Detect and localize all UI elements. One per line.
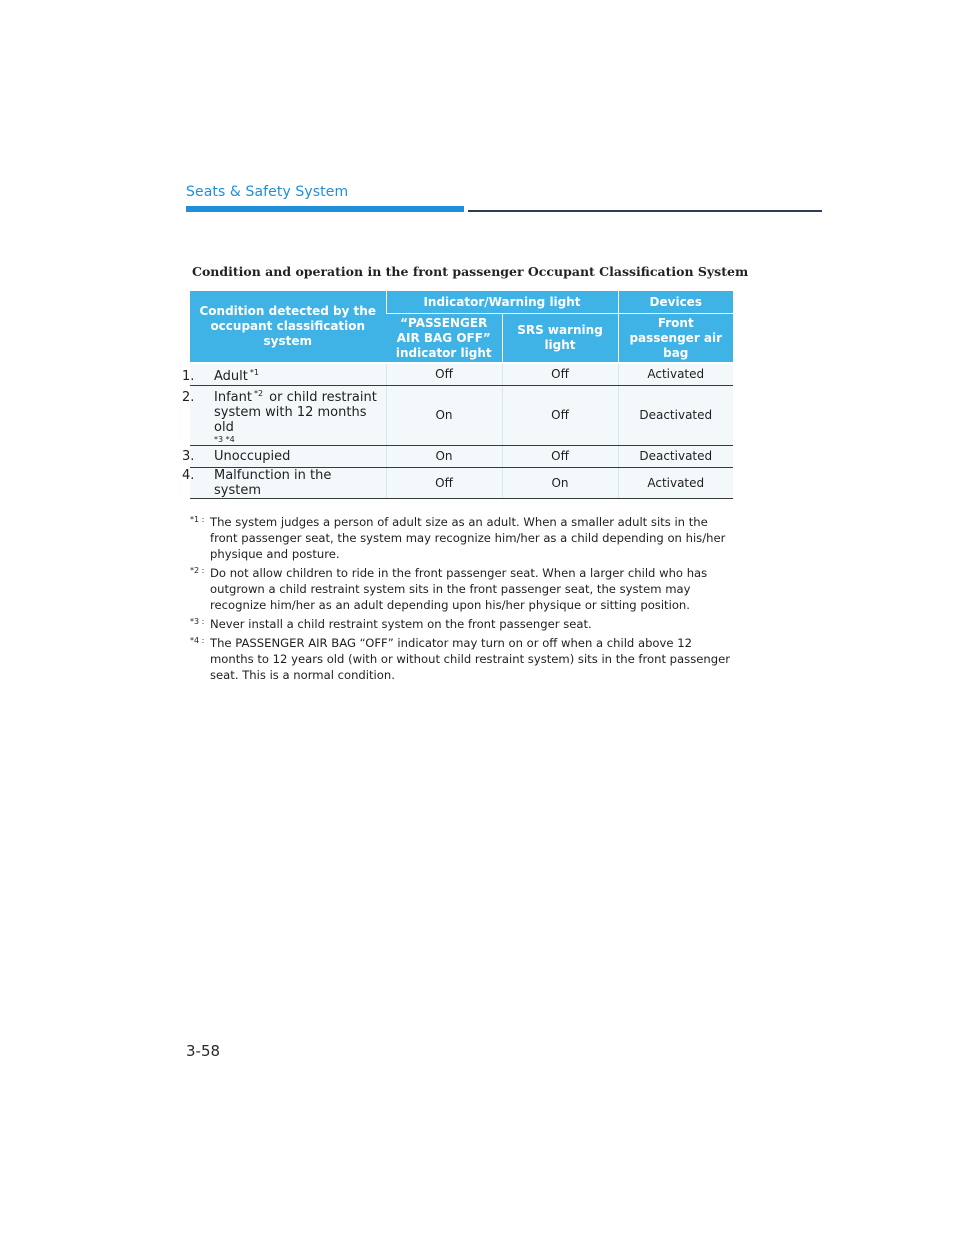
footnote <box>190 616 735 632</box>
condition-text: Malfunction in the system <box>214 467 332 498</box>
srs-cell: On <box>502 467 618 498</box>
table-row <box>190 445 733 467</box>
airbag-off-cell: On <box>386 385 502 445</box>
srs-cell: Off <box>502 363 618 385</box>
header-devices-group: Devices <box>618 291 733 314</box>
footnote-text: Do not allow children to ride in the front passenger seat. When a larger child who has outgrown a child restraint system sits in the front passenger seat, the system may recognize him/her as an adult depending upon his/her physique or sitting position. <box>210 566 708 612</box>
device-cell: Activated <box>618 363 733 385</box>
header-rule-accent <box>186 206 464 212</box>
footnote-ref: *3 *4 <box>214 434 235 444</box>
condition-text: Unoccupied <box>214 448 291 464</box>
table-caption: Condition and operation in the front passenger Occupant Classification System <box>192 264 749 279</box>
header-passenger-airbag-off: “PASSENGER AIR BAG OFF” indicator light <box>386 314 502 364</box>
row-number: 1. <box>182 368 195 384</box>
airbag-off-cell: On <box>386 445 502 467</box>
device-cell: Activated <box>618 467 733 498</box>
footnote <box>190 635 735 683</box>
device-cell: Deactivated <box>618 385 733 445</box>
row-number: 3. <box>182 448 195 464</box>
device-cell: Deactivated <box>618 445 733 467</box>
footnote-mark: *1 : <box>190 515 205 524</box>
table-row <box>190 385 733 445</box>
condition-text: Adult <box>214 368 248 384</box>
condition-cell <box>182 385 386 445</box>
srs-cell: Off <box>502 445 618 467</box>
footnotes <box>190 514 735 686</box>
header-srs-warning: SRS warning light <box>502 314 618 364</box>
srs-cell: Off <box>502 385 618 445</box>
table-row <box>190 467 733 498</box>
row-number: 4. <box>182 467 195 483</box>
footnote-mark: *3 : <box>190 617 205 626</box>
header-front-airbag: Front passenger air bag <box>618 314 733 364</box>
footnote-ref: *1 <box>249 367 259 377</box>
footnote-text: The PASSENGER AIR BAG “OFF” indicator may turn on or off when a child above 12 months to 12 years old (with or without child restraint system) sits in the front passenger seat. This is a normal condition. <box>210 636 730 682</box>
header-rule <box>468 210 822 212</box>
footnote-mark: *4 : <box>190 636 205 645</box>
footnote-text: Never install a child restraint system on the front passenger seat. <box>210 617 592 631</box>
condition-cell <box>182 445 386 467</box>
footnote-mark: *2 : <box>190 566 205 575</box>
occupant-classification-table <box>182 290 733 499</box>
airbag-off-cell: Off <box>386 363 502 385</box>
footnote-text: The system judges a person of adult size as an adult. When a smaller adult sits in the front passenger seat, the system may recognize him/her as a child depending on his/her physique and posture. <box>210 515 726 561</box>
page-number: 3-58 <box>186 1042 221 1060</box>
header-condition: Condition detected by the occupant classification system <box>190 291 386 364</box>
row-number: 2. <box>182 389 195 405</box>
table-row <box>190 363 733 385</box>
footnote-ref: *2 <box>253 388 264 398</box>
condition-text: Infant <box>214 389 252 405</box>
condition-cell <box>182 467 386 498</box>
header-indicator-group: Indicator/Warning light <box>386 291 618 314</box>
airbag-off-cell: Off <box>386 467 502 498</box>
section-title: Seats & Safety System <box>186 184 349 200</box>
condition-text-rest: or child restraint system with 12 months old <box>214 389 377 435</box>
footnote <box>190 565 735 613</box>
footnote <box>190 514 735 562</box>
condition-cell <box>182 363 386 385</box>
